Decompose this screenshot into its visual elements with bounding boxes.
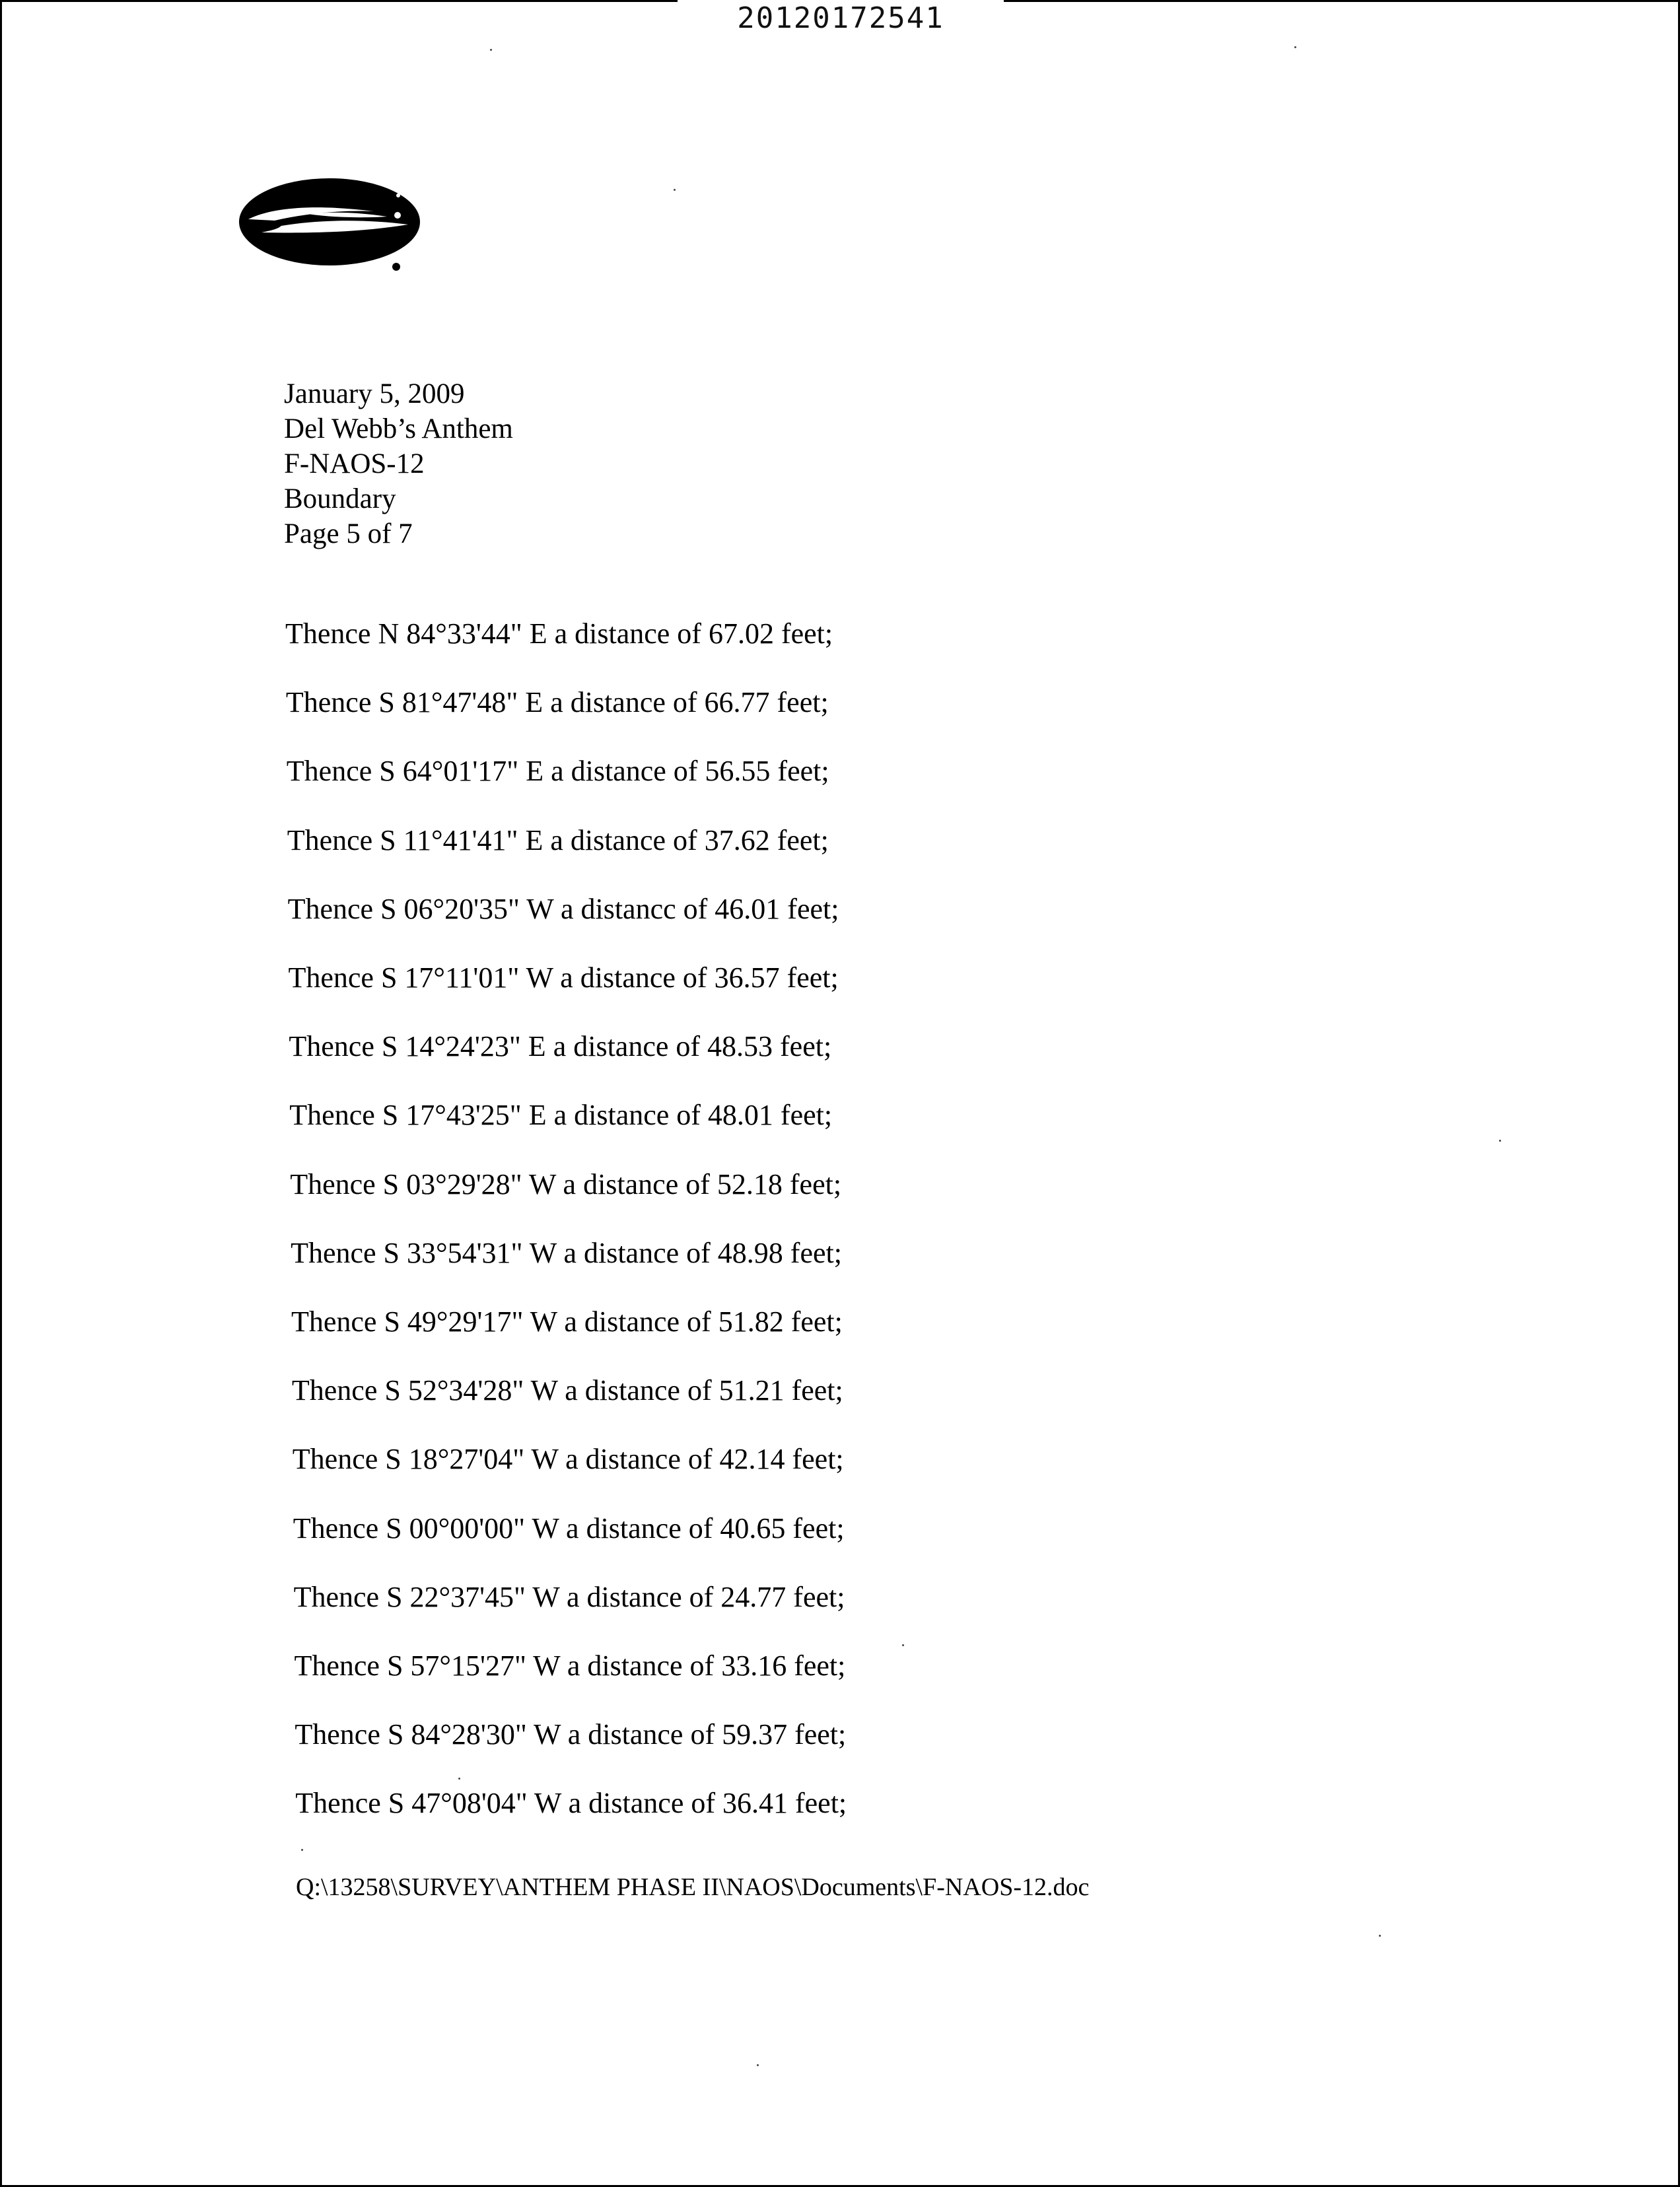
file-path-footer: Q:\13258\SURVEY\ANTHEM PHASE II\NAOS\Documents\F-NAOS-12.doc <box>296 1873 1090 1901</box>
course-line: Thence S 64°01'17" E a distance of 56.55 feet; <box>286 755 829 788</box>
course-line: Thence S 57°15'27" W a distance of 33.16 feet; <box>294 1649 846 1682</box>
scan-speck <box>1499 1140 1501 1142</box>
header-parcel: F-NAOS-12 <box>284 448 425 479</box>
course-line: Thence S 03°29'28" W a distance of 52.18 feet; <box>290 1167 842 1200</box>
scan-border-top-right <box>1004 0 1680 2</box>
scan-speck <box>674 189 676 191</box>
scan-speck <box>490 49 492 51</box>
course-line: Thence S 22°37'45" W a distance of 24.77 feet; <box>293 1580 845 1613</box>
course-line: Thence S 14°24'23" E a distance of 48.53 feet; <box>289 1030 832 1063</box>
header-project: Del Webb’s Anthem <box>284 413 513 444</box>
scan-border-top-left <box>0 0 678 2</box>
course-line: Thence S 17°43'25" E a distance of 48.01 feet; <box>289 1099 833 1132</box>
course-line: Thence S 06°20'35" W a distancc of 46.01 feet; <box>287 892 839 925</box>
header-description: Boundary <box>284 483 396 514</box>
course-line: Thence S 33°54'31" W a distance of 48.98 feet; <box>291 1236 842 1269</box>
course-line: Thence S 17°11'01" W a distance of 36.57 feet; <box>288 961 839 994</box>
scan-speck <box>1294 46 1296 48</box>
swoosh-s-logo-icon <box>235 173 427 272</box>
course-line: Thence S 00°00'00" W a distance of 40.65 feet; <box>293 1511 845 1545</box>
document-id-stamp: 20120172541 <box>737 1 944 35</box>
scan-speck <box>902 1644 904 1646</box>
scan-speck <box>458 1778 460 1780</box>
course-line: Thence S 18°27'04" W a distance of 42.14 feet; <box>292 1443 844 1476</box>
header-date: January 5, 2009 <box>284 378 465 409</box>
header-page-number: Page 5 of 7 <box>284 518 413 549</box>
course-line: Thence S 49°29'17" W a distance of 51.82 feet; <box>291 1305 843 1338</box>
course-line: Thence S 52°34'28" W a distance of 51.21 feet; <box>291 1374 843 1407</box>
course-line: Thence S 84°28'30" W a distance of 59.37 feet; <box>295 1718 847 1751</box>
scan-speck <box>301 1849 303 1851</box>
course-line: Thence S 11°41'41" E a distance of 37.62 feet; <box>287 823 829 856</box>
course-line: Thence S 81°47'48" E a distance of 66.77 feet; <box>285 686 829 719</box>
scan-border-left <box>0 0 2 2187</box>
course-line: Thence S 47°08'04" W a distance of 36.41 feet; <box>295 1787 847 1820</box>
scan-speck <box>1379 1935 1381 1937</box>
course-line: Thence N 84°33'44" E a distance of 67.02 feet; <box>285 617 833 650</box>
letter-header <box>284 376 513 551</box>
scan-speck <box>757 2064 759 2066</box>
